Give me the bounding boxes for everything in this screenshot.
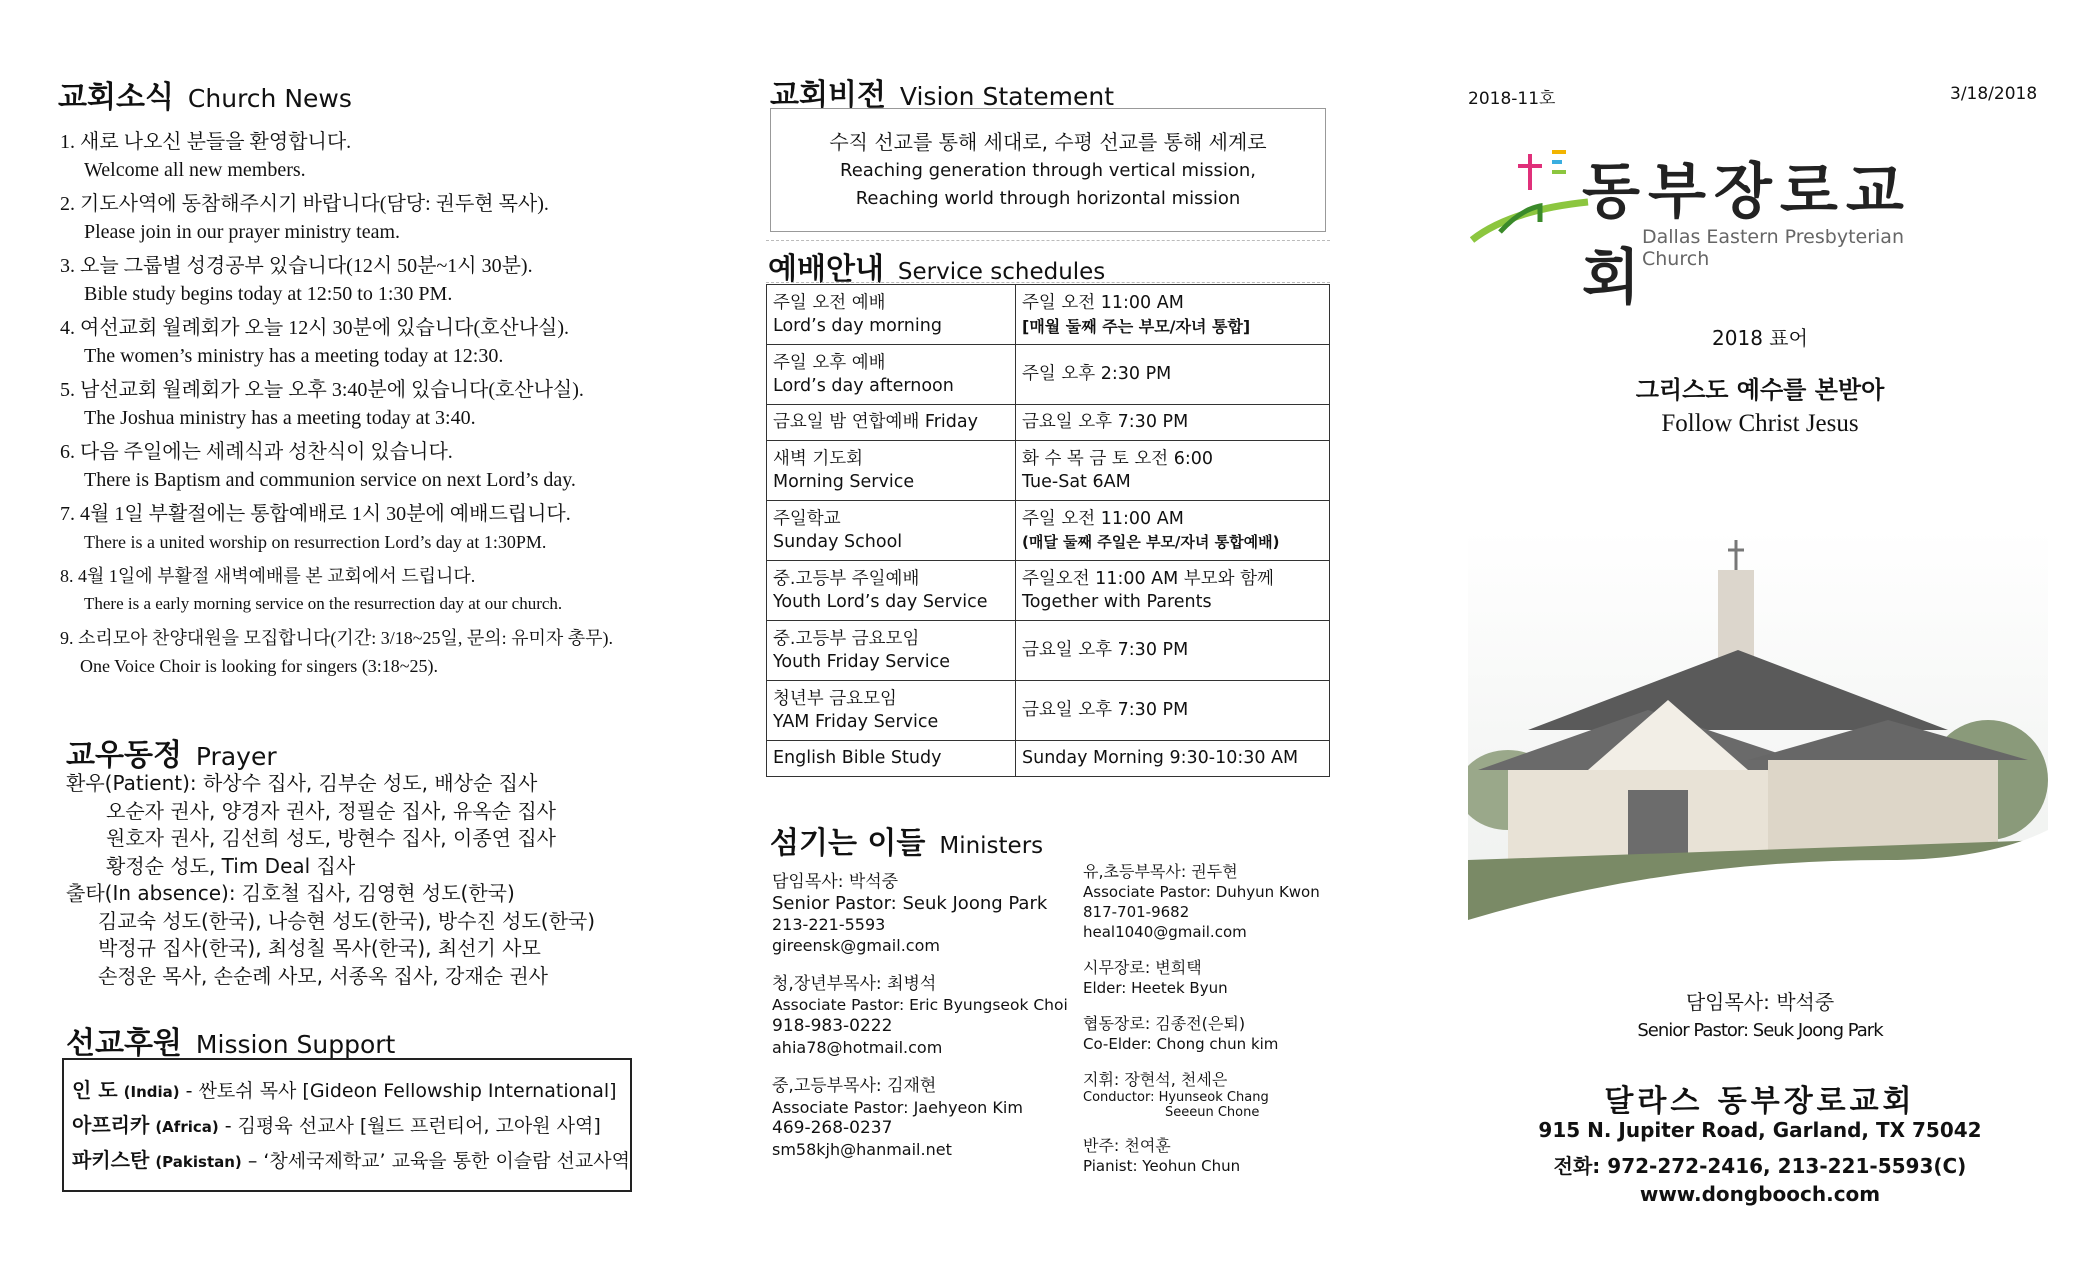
ministers-title-en: Ministers xyxy=(939,833,1044,859)
news-ko: 5. 남선교회 월례회가 오늘 오후 3:40분에 있습니다(호산나실). xyxy=(60,379,584,401)
mission-country-en: (India) xyxy=(123,1083,180,1101)
list-item xyxy=(60,190,700,246)
list-item xyxy=(60,376,700,432)
minister-role: 청,장년부목사: 최병석 xyxy=(772,974,937,994)
minister-role: 지휘: 장현석, 천세은 xyxy=(1083,1070,1228,1089)
minister-block xyxy=(772,974,1072,1058)
ministers-title-ko: 섬기는 이들 xyxy=(770,826,926,861)
table-row xyxy=(767,561,1330,621)
news-en: The Joshua ministry has a meeting today at 3:40. xyxy=(84,407,476,429)
church-news-list xyxy=(60,128,700,686)
vision-en-2: Reaching world through horizontal mission xyxy=(855,188,1241,209)
list-item xyxy=(60,314,700,370)
mission-row xyxy=(72,1144,630,1179)
vision-en-1: Reaching generation through vertical mission, xyxy=(840,160,1256,181)
motto-ko: 그리스도 예수를 본받아 xyxy=(1635,376,1885,404)
news-en: Welcome all new members. xyxy=(84,159,306,181)
church-logo xyxy=(1470,140,1970,313)
news-ko: 3. 오늘 그룹별 성경공부 있습니다(12시 50분~1시 30분). xyxy=(60,255,533,277)
schedule-divider xyxy=(766,240,1330,241)
table-cell xyxy=(767,345,1016,405)
table-cell xyxy=(1016,561,1330,621)
table-row xyxy=(767,405,1330,441)
cell-note: (매달 둘째 주일은 부모/자녀 통합예배) xyxy=(1022,532,1280,551)
cell-en: Lord’s day morning xyxy=(773,315,942,336)
minister-role: 시무장로: 변희택 xyxy=(1083,958,1202,977)
mission-country: 아프리카 xyxy=(72,1113,150,1137)
table-row xyxy=(767,621,1330,681)
list-item xyxy=(60,562,700,618)
minister-block xyxy=(1083,1014,1343,1054)
minister-name: Co-Elder: Chong chun kim xyxy=(1083,1035,1279,1053)
cell-en: Youth Lord’s day Service xyxy=(773,591,988,612)
news-ko: 4. 여선교회 월례회가 오늘 12시 30분에 있습니다(호산나실). xyxy=(60,317,570,339)
church-phone: 전화: 972-272-2416, 213-221-5593(C) xyxy=(1553,1154,1967,1178)
table-cell xyxy=(767,741,1016,777)
minister-phone: 213-221-5593 xyxy=(772,915,886,934)
minister-block xyxy=(1083,958,1343,998)
news-ko: 7. 4월 1일 부활절에는 통합예배로 1시 30분에 예배드립니다. xyxy=(60,503,571,525)
cell-time: 금요일 오후 7:30 PM xyxy=(1022,640,1189,660)
news-en: There is Baptism and communion service on next Lord’s day. xyxy=(84,469,576,491)
news-en: There is a early morning service on the resurrection day at our church. xyxy=(84,594,563,613)
schedule-divider-bottom xyxy=(766,282,1330,283)
church-news-title-en: Church News xyxy=(187,84,352,113)
minister-phone: 817-701-9682 xyxy=(1083,903,1190,921)
minister-name: Associate Pastor: Eric Byungseok Choi xyxy=(772,996,1068,1014)
cell-en: Youth Friday Service xyxy=(773,651,950,672)
list-item xyxy=(60,252,700,308)
schedule-table xyxy=(766,284,1330,777)
cell-ko: 주일 오후 예배 xyxy=(773,352,886,373)
minister-phone: 469-268-0237 xyxy=(772,1118,893,1138)
prayer-line: 황정순 성도, Tim Deal 집사 xyxy=(106,853,356,878)
minister-phone: 918-983-0222 xyxy=(772,1016,893,1036)
prayer-line: 환우(Patient): 하상수 집사, 김부순 성도, 배상순 집사 xyxy=(66,771,538,795)
minister-name-2: Seeeun Chone xyxy=(1165,1105,1260,1120)
cell-time: 주일 오전 11:00 AM xyxy=(1022,292,1184,313)
cell-time: 주일오전 11:00 AM 부모와 함께 xyxy=(1022,568,1274,589)
cell-en: Sunday School xyxy=(773,531,903,552)
minister-block xyxy=(1083,862,1343,942)
mission-country: 인 도 xyxy=(72,1078,118,1102)
prayer-list xyxy=(66,770,666,990)
issue-date: 3/18/2018 xyxy=(1950,84,2038,104)
table-row xyxy=(767,285,1330,345)
list-item xyxy=(60,128,700,184)
cell-en: Lord’s day afternoon xyxy=(773,375,954,396)
minister-name: Senior Pastor: Seuk Joong Park xyxy=(772,893,1048,914)
cell-ko: 중.고등부 금요모임 xyxy=(773,628,920,649)
minister-block xyxy=(772,1076,1072,1160)
mission-title-en: Mission Support xyxy=(195,1030,396,1059)
prayer-line: 김교숙 성도(한국), 나승현 성도(한국), 방수진 성도(한국) xyxy=(98,908,596,933)
minister-email: heal1040@gmail.com xyxy=(1083,923,1247,941)
table-cell xyxy=(767,285,1016,345)
news-ko: 1. 새로 나오신 분들을 환영합니다. xyxy=(60,131,352,153)
church-address: 915 N. Jupiter Road, Garland, TX 75042 xyxy=(1538,1118,1982,1142)
minister-block xyxy=(1083,1136,1343,1176)
minister-email: sm58kjh@hanmail.net xyxy=(772,1140,952,1159)
table-cell xyxy=(1016,285,1330,345)
cell-ko: 중.고등부 주일예배 xyxy=(773,568,920,589)
news-ko: 2. 기도사역에 동참해주시기 바랍니다(담당: 권두현 목사). xyxy=(60,193,549,215)
table-cell xyxy=(1016,741,1330,777)
table-cell xyxy=(1016,621,1330,681)
mission-text: – ‘창세국제학교’ 교육을 통한 이슬람 선교사역 xyxy=(241,1150,630,1172)
church-news-title-ko: 교회소식 xyxy=(58,80,174,115)
minister-email: ahia78@hotmail.com xyxy=(772,1038,943,1057)
mission-box xyxy=(62,1058,632,1192)
church-name: 달라스 동부장로교회 xyxy=(1604,1084,1916,1119)
list-item xyxy=(60,624,700,680)
list-item xyxy=(60,438,700,494)
logo-mark-icon xyxy=(1470,140,1590,250)
cell-en: YAM Friday Service xyxy=(773,711,939,732)
schedule-title-en: Service schedules xyxy=(897,259,1106,285)
cell-note: Together with Parents xyxy=(1022,591,1212,612)
minister-email: gireensk@gmail.com xyxy=(772,936,940,955)
mission-title xyxy=(66,1018,395,1062)
table-cell xyxy=(1016,501,1330,561)
mission-title-ko: 선교후원 xyxy=(66,1026,182,1061)
minister-name: Associate Pastor: Jaehyeon Kim xyxy=(772,1098,1023,1117)
cell-ko: English Bible Study xyxy=(773,748,942,768)
ministers-left xyxy=(772,872,1072,1178)
mission-text: - 싼토쉬 목사 [Gideon Fellowship International] xyxy=(179,1080,617,1102)
mission-row xyxy=(72,1074,630,1109)
news-ko: 8. 4월 1일에 부활절 새벽예배를 본 교회에서 드립니다. xyxy=(60,566,476,586)
news-en: There is a united worship on resurrection Lord’s day at 1:30PM. xyxy=(84,532,547,552)
table-cell xyxy=(767,621,1016,681)
table-cell xyxy=(767,561,1016,621)
mission-row xyxy=(72,1109,630,1144)
cell-note: Tue-Sat 6AM xyxy=(1022,471,1131,492)
news-ko: 9. 소리모아 찬양대원을 모집합니다(기간: 3/18~25일, 문의: 유미자 총무). xyxy=(60,628,614,648)
news-en: Please join in our prayer ministry team. xyxy=(84,221,401,243)
minister-block xyxy=(772,872,1072,956)
cell-ko: 주일 오전 예배 xyxy=(773,292,886,313)
minister-name: Pianist: Yeohun Chun xyxy=(1083,1157,1241,1175)
prayer-title-ko: 교우동정 xyxy=(66,738,182,773)
logo-en: Dallas Eastern Presbyterian Church xyxy=(1642,226,1904,270)
news-en: One Voice Choir is looking for singers (3:18~25). xyxy=(80,656,439,676)
logo-ko: 동부장로교회 xyxy=(1582,157,1912,313)
cell-time: 금요일 오후 7:30 PM xyxy=(1022,412,1189,432)
issue-number: 2018-11호 xyxy=(1468,89,1556,109)
vision-title-en: Vision Statement xyxy=(899,82,1115,111)
cell-note: [매월 둘째 주는 부모/자녀 통합] xyxy=(1022,316,1251,336)
cell-en: Morning Service xyxy=(773,471,915,492)
pastor-ko: 담임목사: 박석중 xyxy=(1685,990,1835,1014)
ministers-title xyxy=(770,818,1043,862)
table-cell xyxy=(767,405,1016,441)
cell-time: Sunday Morning 9:30-10:30 AM xyxy=(1022,748,1299,768)
prayer-line: 출타(In absence): 김호철 집사, 김영현 성도(한국) xyxy=(66,881,515,905)
minister-name: Associate Pastor: Duhyun Kwon xyxy=(1083,883,1320,901)
table-cell xyxy=(767,681,1016,741)
pastor-en: Senior Pastor: Seuk Joong Park xyxy=(1637,1020,1883,1041)
table-row xyxy=(767,345,1330,405)
minister-role: 협동장로: 김종전(은퇴) xyxy=(1083,1014,1246,1033)
list-item xyxy=(60,500,700,556)
motto-label: 2018 표어 xyxy=(1712,326,1808,350)
news-ko: 6. 다음 주일에는 세례식과 성찬식이 있습니다. xyxy=(60,441,453,463)
prayer-line: 손정운 목사, 손순례 사모, 서종옥 집사, 강재순 권사 xyxy=(98,963,548,988)
minister-role: 유,초등부목사: 권두현 xyxy=(1083,862,1238,881)
table-row xyxy=(767,741,1330,777)
minister-name: Elder: Heetek Byun xyxy=(1083,979,1228,997)
minister-role: 중,고등부목사: 김재현 xyxy=(772,1076,937,1096)
cell-ko: 주일학교 xyxy=(773,508,841,529)
table-row xyxy=(767,681,1330,741)
news-en: Bible study begins today at 12:50 to 1:30 PM. xyxy=(84,283,453,305)
prayer-line: 원호자 권사, 김선희 성도, 방현수 집사, 이종연 집사 xyxy=(106,826,556,850)
news-en: The women’s ministry has a meeting today at 12:30. xyxy=(84,345,504,367)
cell-ko: 청년부 금요모임 xyxy=(773,688,897,709)
cell-time: 금요일 오후 7:30 PM xyxy=(1022,700,1189,720)
church-news-title xyxy=(58,72,352,116)
vision-box xyxy=(770,108,1326,232)
ministers-right xyxy=(1083,862,1343,1194)
church-building-image xyxy=(1468,530,2048,920)
cell-time: 화 수 목 금 토 오전 6:00 xyxy=(1022,448,1214,469)
prayer-line: 오순자 권사, 양경자 권사, 정필순 집사, 유옥순 집사 xyxy=(106,798,556,823)
church-website: www.dongbooch.com xyxy=(1639,1182,1881,1206)
mission-country-en: (Africa) xyxy=(155,1118,219,1136)
table-cell xyxy=(767,501,1016,561)
cell-ko: 새벽 기도회 xyxy=(773,448,864,469)
cell-ko: 금요일 밤 연합예배 Friday xyxy=(773,412,978,432)
vision-title-ko: 교회비전 xyxy=(770,78,886,113)
mission-country-en: (Pakistan) xyxy=(155,1153,242,1171)
mission-text: - 김평육 선교사 [월드 프런티어, 고아원 사역] xyxy=(218,1115,601,1137)
cell-time: 주일 오후 2:30 PM xyxy=(1022,364,1172,384)
table-row xyxy=(767,501,1330,561)
prayer-line: 박정규 집사(한국), 최성칠 목사(한국), 최선기 사모 xyxy=(98,936,541,960)
minister-role: 담임목사: 박석중 xyxy=(772,872,899,892)
minister-block xyxy=(1083,1070,1343,1120)
table-cell xyxy=(1016,405,1330,441)
table-row xyxy=(767,441,1330,501)
vision-ko: 수직 선교를 통해 세대로, 수평 선교를 통해 세계로 xyxy=(829,130,1267,154)
prayer-title xyxy=(66,730,277,774)
motto-en: Follow Christ Jesus xyxy=(1661,410,1859,437)
schedule-title-ko: 예배안내 xyxy=(768,252,884,287)
cell-time: 주일 오전 11:00 AM xyxy=(1022,508,1184,529)
table-cell xyxy=(767,441,1016,501)
minister-role: 반주: 천여훈 xyxy=(1083,1136,1171,1155)
table-cell xyxy=(1016,345,1330,405)
table-cell xyxy=(1016,681,1330,741)
table-cell xyxy=(1016,441,1330,501)
minister-name: Conductor: Hyunseok Chang xyxy=(1083,1090,1269,1105)
prayer-title-en: Prayer xyxy=(195,742,277,771)
mission-country: 파키스탄 xyxy=(72,1148,150,1172)
